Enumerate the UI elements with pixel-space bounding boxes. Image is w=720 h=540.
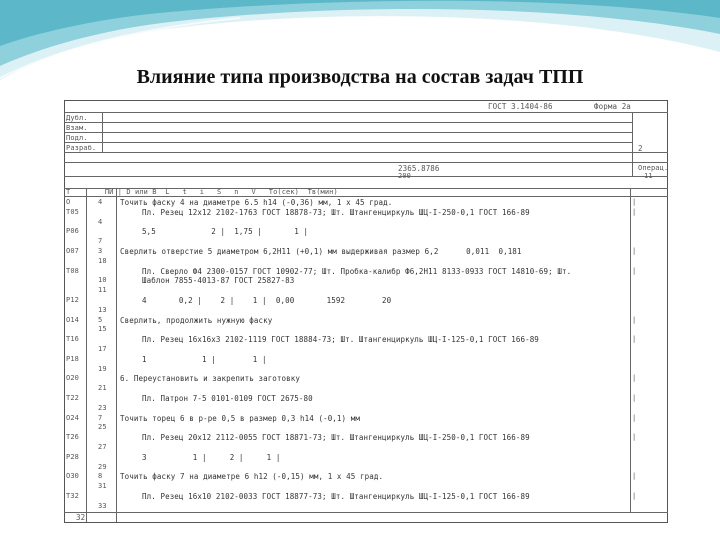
row-code: О14 — [66, 315, 79, 324]
row-text: 1 1 | 1 | — [142, 354, 267, 364]
footer-rule — [64, 512, 668, 513]
row-text: Сверлить отверстие 5 диаметром 6,2Н11 (+0,1) мм выдерживая размер 6,2 0,011 0,181 — [120, 247, 522, 256]
side-divider — [632, 112, 633, 176]
document-code: 2365.8786 — [398, 164, 440, 173]
row-code: Т32 — [66, 492, 79, 500]
row-number: 19 — [98, 364, 107, 373]
row-number: 23 — [98, 403, 107, 412]
row-text: 6. Переустановить и закрепить заготовку — [120, 374, 300, 384]
header-rule — [64, 112, 668, 113]
row-right-marker: | — [632, 315, 637, 324]
row-code: Т08 — [66, 266, 79, 275]
row-number: 31 — [98, 482, 107, 491]
row-number: 27 — [98, 443, 107, 451]
row-text: Пл. Резец 16х10 2102-0033 ГОСТ 18877-73; Шт. Штангенциркуль ШЦ-I-125-0,1 ГОСТ 166-89 — [142, 492, 530, 501]
row-code: Т05 — [66, 207, 79, 216]
row-code: Р18 — [66, 354, 79, 363]
row-right-marker: | — [632, 394, 637, 402]
row-number: 7 — [98, 237, 103, 246]
row-number: 17 — [98, 345, 107, 353]
row-text: Пл. Резец 16х16х3 2102-1119 ГОСТ 18884-73; Шт. Штангенциркуль ШЦ-I-125-0,1 ГОСТ 166-89 — [142, 335, 539, 345]
stamp-label-dubl: Дубл. — [66, 114, 88, 122]
row-number: 5 — [98, 315, 103, 324]
slide-title: Влияние типа производства на состав задач ТПП — [136, 66, 584, 88]
row-right-marker: | — [632, 492, 637, 500]
row-text: Пл. Резец 20х12 2112-0055 ГОСТ 18871-73; Шт. Штангенциркуль ШЦ-I-250-0,1 ГОСТ 166-89 — [142, 433, 530, 443]
row-text: Точить фаску 7 на диаметре 6 h12 (-0,15) мм, 1 х 45 град. — [120, 472, 384, 482]
header-rule — [64, 122, 632, 123]
row-right-marker: | — [632, 335, 637, 344]
row-number: 4 — [98, 198, 103, 206]
row-number: 15 — [98, 325, 107, 334]
route-card-document — [64, 100, 668, 523]
row-right-marker: | — [632, 266, 637, 275]
row-text: Сверлить, продолжить нужную фаску — [120, 315, 273, 325]
header-rule — [64, 142, 632, 143]
row-text: Пл. Резец 12х12 2102-1763 ГОСТ 18878-73; Шт. Штангенциркуль ШЦ-I-250-0,1 ГОСТ 166-89 — [142, 207, 530, 217]
row-text: Точить фаску 4 на диаметре 6.5 h14 (-0,36) мм, 1 х 45 град. — [120, 198, 393, 207]
row-text: Шаблон 7855-4013-87 ГОСТ 25827-83 — [142, 276, 295, 286]
row-code: Т26 — [66, 433, 79, 442]
side-label: Операц. — [638, 164, 668, 172]
column-divider — [116, 188, 117, 522]
row-right-marker: | — [632, 198, 637, 206]
row-code: Р12 — [66, 296, 79, 304]
row-code: Т16 — [66, 335, 79, 344]
row-code: О20 — [66, 374, 79, 383]
header-rule — [64, 152, 668, 153]
row-number: 4 — [98, 217, 103, 226]
row-code: О07 — [66, 247, 79, 255]
side-number: 11 — [644, 172, 653, 180]
row-number: 21 — [98, 384, 107, 393]
row-text: Пл. Патрон 7-5 0101-0109 ГОСТ 2675-80 — [142, 394, 313, 403]
row-number: 29 — [98, 462, 107, 471]
gost-reference: ГОСТ 3.1404-86 — [488, 102, 553, 111]
form-reference: Форма 2а — [594, 102, 631, 111]
row-right-marker: | — [632, 433, 637, 442]
row-text: Пл. Сверло Ф4 2300-0157 ГОСТ 10902-77; Шт. Пробка-калибр Ф6,2Н11 8133-0933 ГОСТ 14810-69; Шт. — [142, 266, 572, 276]
row-number: 25 — [98, 423, 107, 432]
row-number: 11 — [98, 286, 107, 295]
document-subcode: 200 — [398, 172, 411, 180]
row-right-marker: | — [632, 247, 637, 255]
row-right-marker: | — [632, 374, 637, 383]
row-number: 10 — [98, 276, 107, 285]
row-text: 3 1 | 2 | 1 | — [142, 452, 281, 462]
row-code: Р28 — [66, 452, 79, 461]
row-right-marker: | — [632, 413, 637, 422]
row-number: 18 — [98, 256, 107, 265]
row-number: 7 — [98, 413, 103, 422]
row-right-marker: | — [632, 207, 637, 216]
header-rule — [64, 176, 668, 177]
column-divider — [630, 188, 631, 512]
row-number: 13 — [98, 305, 107, 314]
header-rule — [64, 132, 632, 133]
row-text: Точить торец 6 в р-ре 0,5 в размер 0,3 h14 (-0,1) мм — [120, 413, 360, 423]
header-rule — [64, 162, 668, 163]
row-code: О — [66, 198, 71, 206]
sheet-number: 2 — [638, 144, 643, 153]
column-divider — [86, 188, 87, 522]
row-code: Т22 — [66, 394, 79, 402]
row-code: О24 — [66, 413, 79, 422]
stamp-divider — [102, 112, 103, 152]
row-text: 4 0,2 | 2 | 1 | 0,00 1592 20 — [142, 296, 392, 305]
row-code: Р06 — [66, 227, 79, 236]
stamp-label-razrab: Разраб. — [66, 144, 97, 152]
row-right-marker: | — [632, 472, 637, 481]
row-code: О30 — [66, 472, 79, 481]
stamp-label-vzam: Взам. — [66, 124, 88, 132]
column-header: Т ПИ | D или В L t i S n V То(сек) Тв(мин) — [66, 188, 338, 196]
row-number: 8 — [98, 472, 103, 481]
row-text: 5,5 2 | 1,75 | 1 | — [142, 227, 309, 237]
stamp-label-podl: Подл. — [66, 134, 88, 142]
row-number: 3 — [98, 247, 103, 255]
footer-number: 32 — [76, 513, 86, 522]
row-number: 33 — [98, 501, 107, 510]
